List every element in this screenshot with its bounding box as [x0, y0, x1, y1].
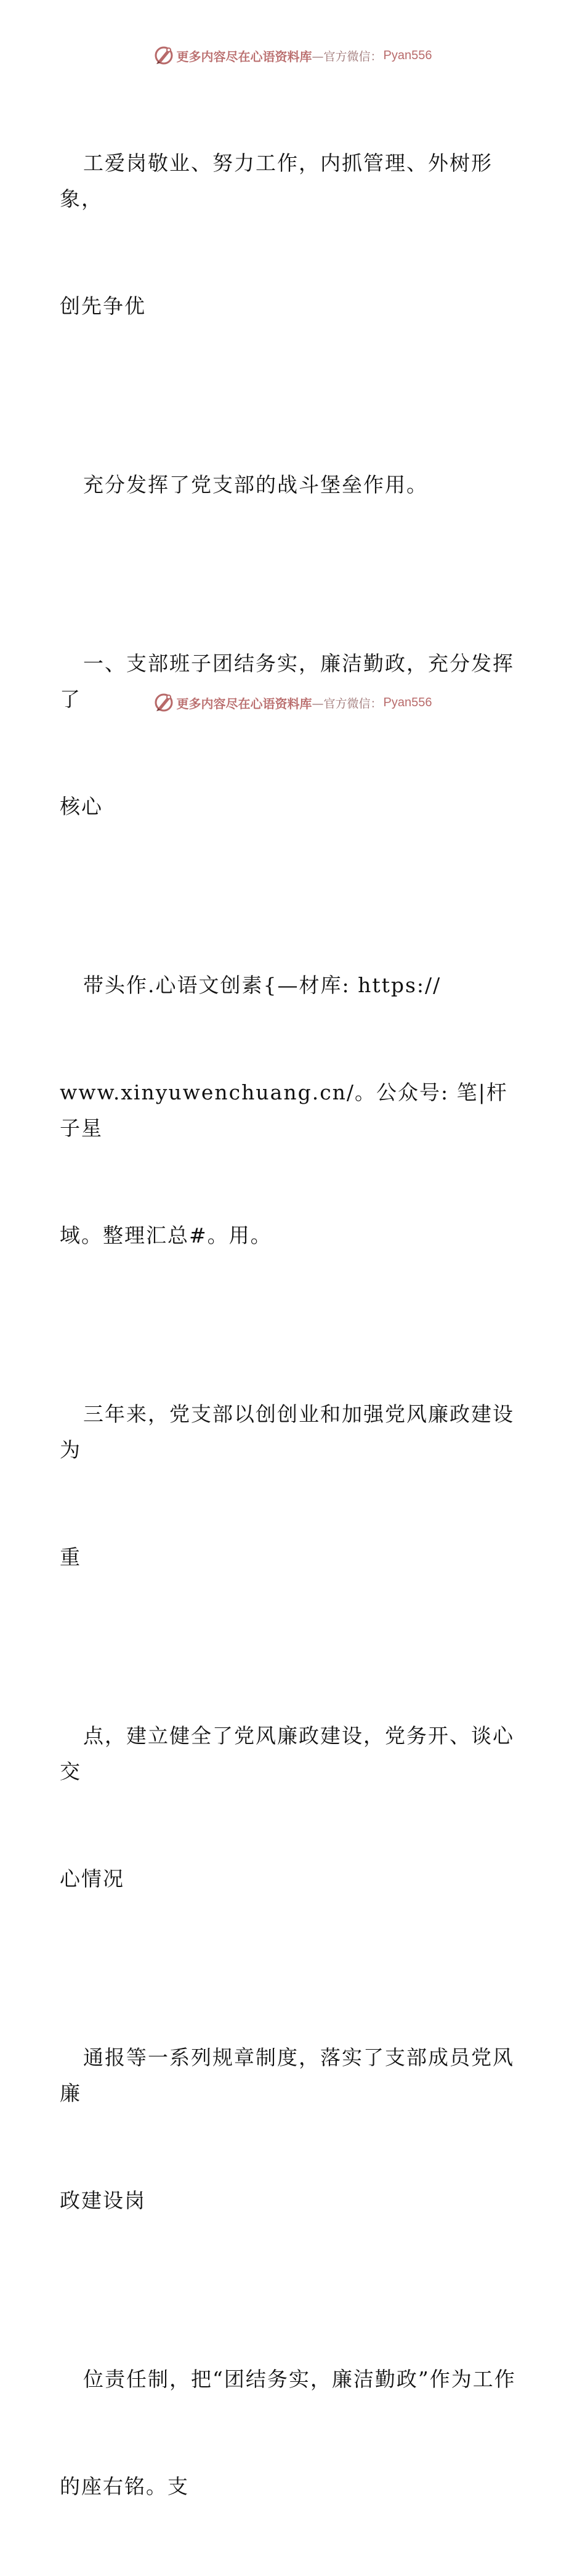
- paragraph: [60, 396, 528, 574]
- footer-banner-subtitle: —官方微信：: [312, 696, 382, 711]
- text-line: 点，建立健全了党风廉政建设，党务开、谈心交: [60, 1724, 514, 1783]
- text-line: 心情况: [60, 1867, 124, 1891]
- pen-logo-icon: [153, 692, 174, 713]
- paragraph: [60, 896, 528, 1325]
- paragraph: [60, 1647, 528, 1968]
- paragraph: [60, 2290, 528, 2576]
- text-line: 位责任制，把“团结务实，廉洁勤政”作为工作: [83, 2367, 516, 2391]
- footer-banner-wechat-id: Pyan556: [383, 695, 432, 709]
- text-line: 一、支部班子团结务实，廉洁勤政，充分发挥了: [60, 651, 514, 711]
- paragraph: [60, 74, 528, 396]
- text-line: 三年来，党支部以创创业和加强党风廉政建设为: [60, 1402, 514, 1462]
- text-line: 工爱岗敬业、努力工作，内抓管理、外树形象，: [60, 151, 493, 211]
- text-line: 充分发挥了党支部的战斗堡垒作用。: [83, 473, 428, 497]
- footer-banner: [0, 690, 585, 715]
- header-banner-subtitle: —官方微信：: [312, 49, 382, 63]
- footer-banner-title: 更多内容尽在心语资料库: [176, 696, 312, 711]
- pen-logo-icon: [153, 45, 174, 66]
- text-line: 创先争优: [60, 294, 146, 318]
- text-line: 核心: [60, 794, 103, 818]
- header-banner-title: 更多内容尽在心语资料库: [176, 49, 312, 64]
- text-line: 政建设岗: [60, 2188, 146, 2212]
- paragraph: [60, 1968, 528, 2290]
- text-line: 重: [60, 1545, 81, 1569]
- text-line: 带头作.心语文创素{—材库: https://: [83, 973, 442, 997]
- paragraph: [60, 1325, 528, 1647]
- text-line: 域。整理汇总#。用。: [60, 1223, 272, 1247]
- text-line: 通报等一系列规章制度，落实了支部成员党风廉: [60, 2045, 514, 2105]
- text-line: 的座右铭。支: [60, 2474, 189, 2498]
- header-banner: [0, 43, 585, 68]
- text-line: www.xinyuwenchuang.cn/。公众号: 笔|杆子星: [60, 1080, 508, 1140]
- header-banner-wechat-id: Pyan556: [383, 48, 432, 62]
- document-body: [60, 74, 528, 2576]
- paragraph: [60, 574, 528, 896]
